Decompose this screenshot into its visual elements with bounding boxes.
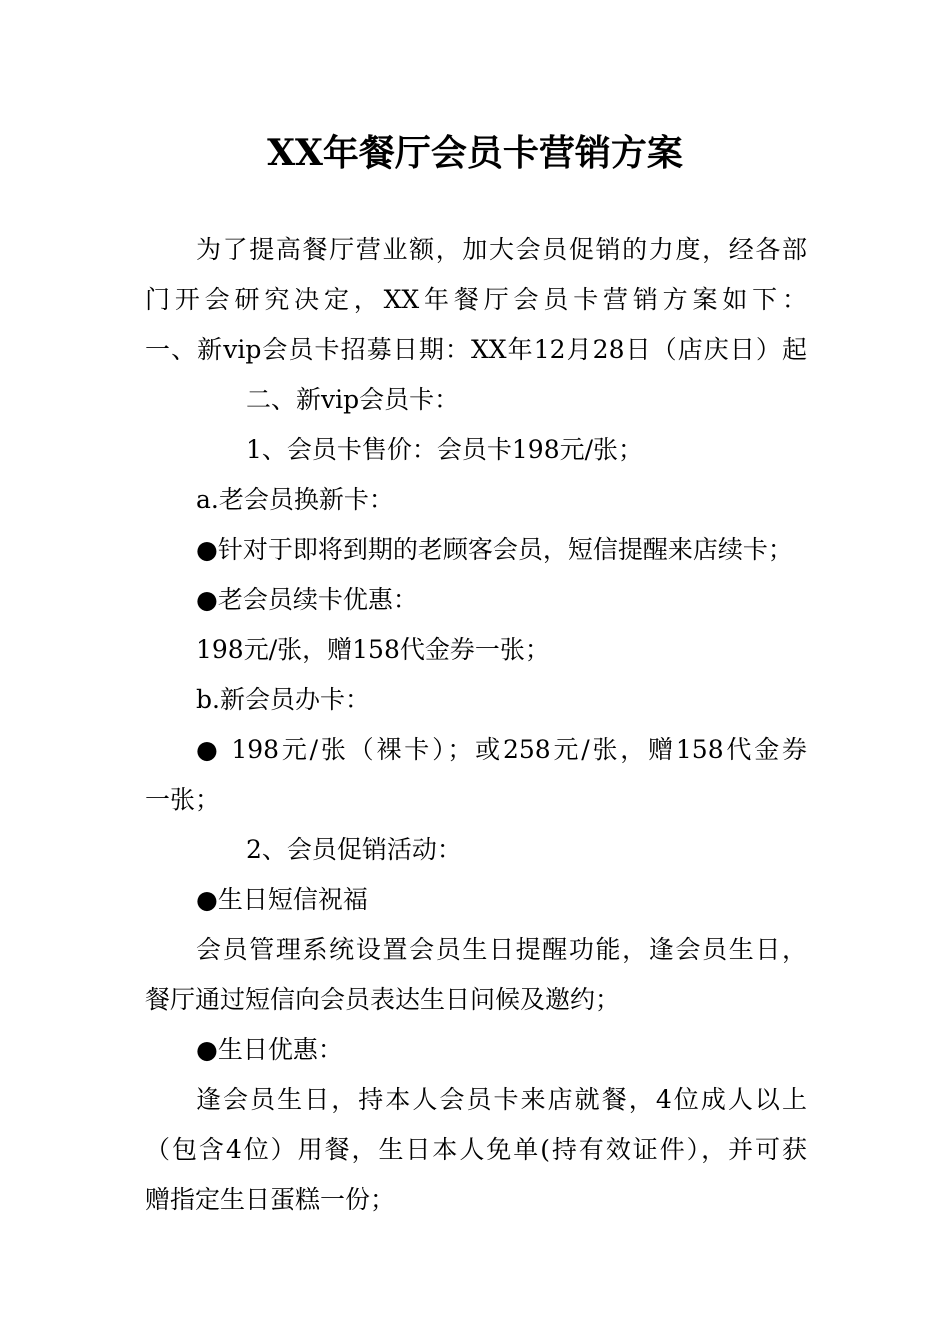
- bullet-item: ●生日优惠：: [196, 1035, 343, 1064]
- subsection-item: b.新会员办卡：: [196, 685, 370, 714]
- subsection-heading: 1、会员卡售价：会员卡198元/张；: [246, 435, 644, 464]
- bullet-item: ●生日短信祝福: [196, 885, 368, 914]
- paragraph-line: 一张；: [145, 785, 221, 814]
- paragraph-line: 赠指定生日蛋糕一份；: [145, 1185, 396, 1214]
- paragraph-line: 为了提高餐厅营业额，加大会员促销的力度，经各部: [196, 235, 807, 264]
- subsection-item: a.老会员换新卡：: [196, 485, 394, 514]
- paragraph-line: 会员管理系统设置会员生日提醒功能，逢会员生日，: [196, 935, 807, 964]
- subsection-heading: 2、会员促销活动：: [246, 835, 462, 864]
- paragraph-line: （包含4位）用餐，生日本人免单(持有效证件），并可获: [145, 1135, 807, 1164]
- paragraph-line: 餐厅通过短信向会员表达生日问候及邀约；: [145, 985, 621, 1014]
- paragraph-line: 逢会员生日，持本人会员卡来店就餐，4位成人以上: [196, 1085, 807, 1114]
- bullet-item: ●老会员续卡优惠：: [196, 585, 418, 614]
- paragraph-line: 198元/张，赠158代金券一张；: [196, 635, 550, 664]
- section-heading-1: 一、新vip会员卡招募日期：XX年12月28日（店庆日）起: [145, 335, 807, 364]
- bullet-item: ●针对于即将到期的老顾客会员，短信提醒来店续卡；: [196, 535, 793, 564]
- section-heading-2: 二、新vip会员卡：: [246, 385, 460, 414]
- bullet-item: ● 198元/张（裸卡）；或258元/张，赠158代金券: [196, 735, 807, 764]
- document-title: XX年餐厅会员卡营销方案: [267, 132, 683, 174]
- paragraph-line: 门开会研究决定，XX年餐厅会员卡营销方案如下：: [145, 285, 807, 314]
